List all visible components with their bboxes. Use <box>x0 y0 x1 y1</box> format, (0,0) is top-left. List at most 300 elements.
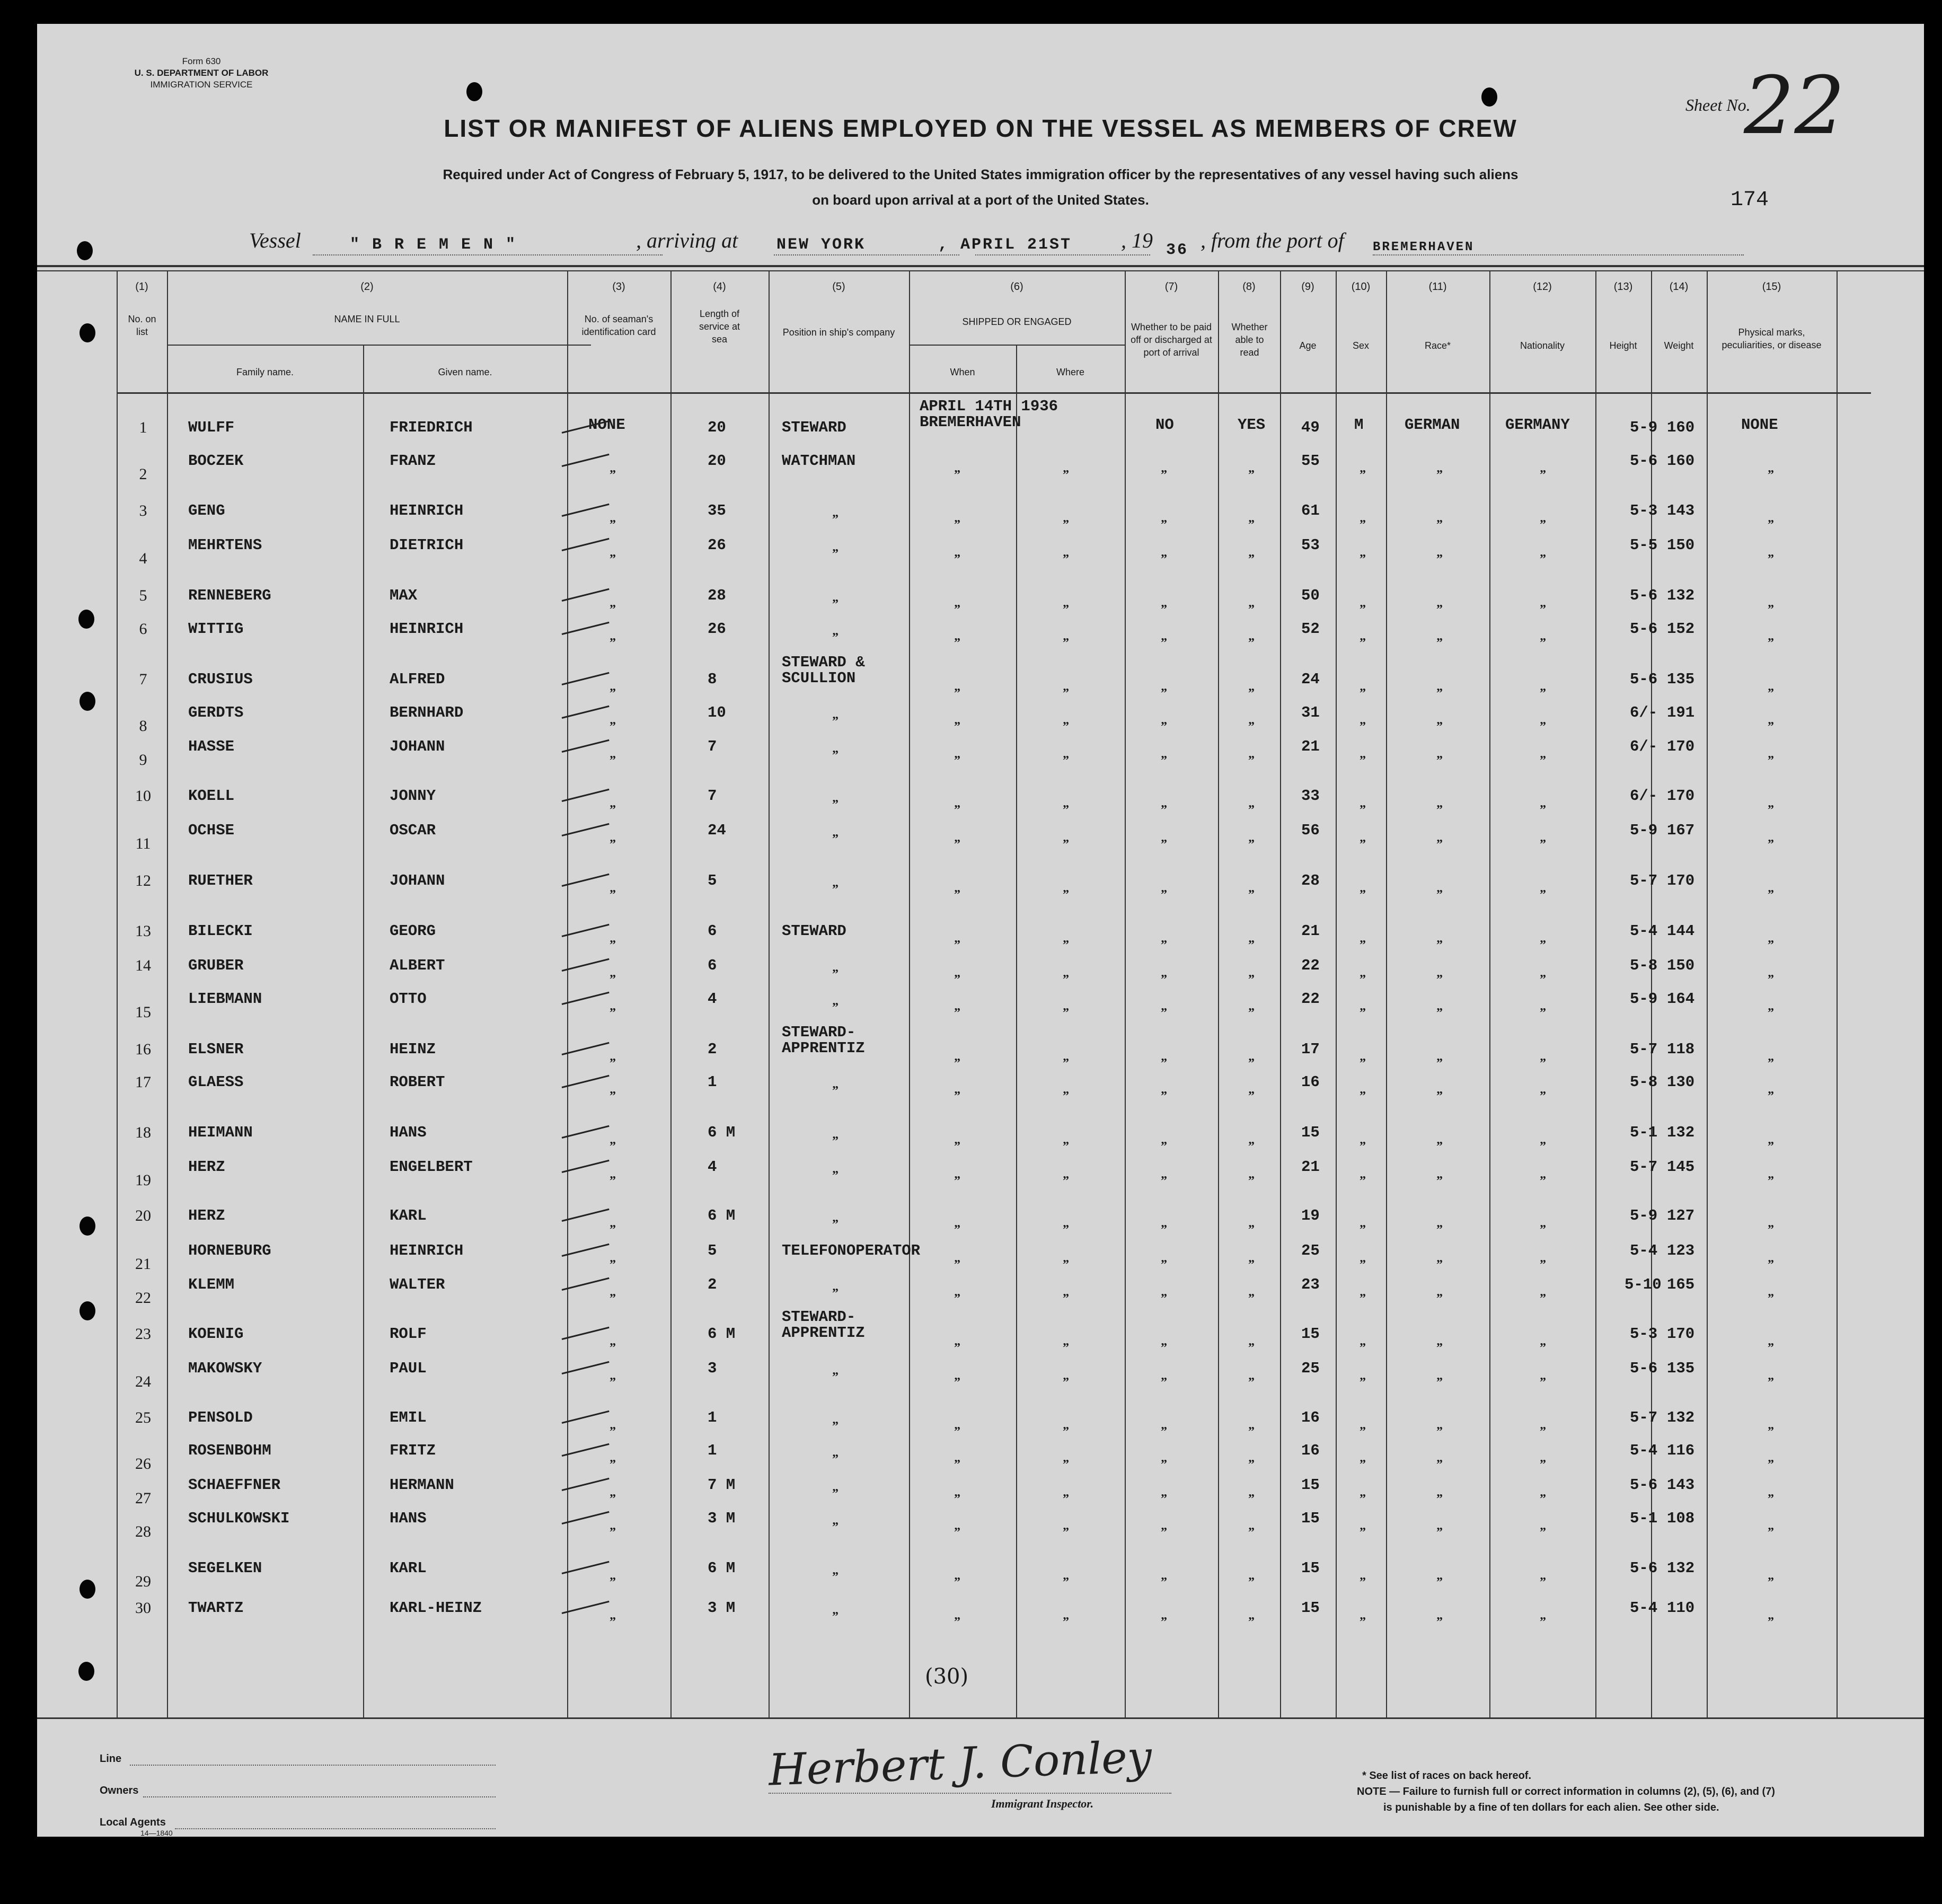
length-of-service: 3 <box>708 1360 717 1377</box>
weight: 132 <box>1667 1409 1695 1426</box>
weight: 118 <box>1667 1041 1695 1058</box>
height: 5-1 <box>1630 1510 1658 1527</box>
nationality-ditto: ” <box>1540 1526 1546 1539</box>
race-ditto: ” <box>1436 1341 1443 1355</box>
race-ditto: ” <box>1436 1258 1443 1272</box>
race-ditto: ” <box>1436 636 1443 650</box>
given-name: HEINRICH <box>390 502 464 519</box>
row-number: 29 <box>135 1573 151 1590</box>
id-check-mark <box>562 992 610 1005</box>
read-ditto: ” <box>1248 1006 1255 1020</box>
from-port: BREMERHAVEN <box>1373 240 1475 254</box>
given-name: OSCAR <box>390 822 436 839</box>
race-ditto: ” <box>1436 1174 1443 1188</box>
nationality-ditto: ” <box>1540 468 1546 482</box>
table-top-rule <box>37 265 1924 267</box>
given-name: EMIL <box>390 1409 427 1426</box>
marks-ditto: ” <box>1768 1089 1774 1103</box>
family-name: HORNEBURG <box>188 1242 271 1259</box>
age: 21 <box>1301 1158 1320 1176</box>
position-ditto: ” <box>832 1370 838 1384</box>
height: 6/- <box>1630 738 1658 755</box>
race-ditto: ” <box>1436 938 1443 952</box>
family-name: GLAESS <box>188 1073 244 1091</box>
age: 28 <box>1301 872 1320 889</box>
position-ditto: ” <box>832 1520 838 1534</box>
race-ditto: ” <box>1436 754 1443 768</box>
given-name: JOHANN <box>390 872 445 889</box>
height: 5-4 <box>1630 1599 1658 1617</box>
row-number: 5 <box>139 587 147 604</box>
race-ditto: ” <box>1436 1223 1443 1237</box>
race-ditto: ” <box>1436 1292 1443 1306</box>
when-ditto: ” <box>954 1140 960 1153</box>
when-ditto: ” <box>954 888 960 902</box>
length-of-service: 1 <box>708 1409 717 1426</box>
read-ditto: ” <box>1248 1292 1255 1306</box>
marks-ditto: ” <box>1768 1458 1774 1471</box>
weight: 170 <box>1667 1325 1695 1343</box>
punch-hole <box>78 1662 94 1681</box>
race-ditto: ” <box>1436 1376 1443 1389</box>
header-race: Race* <box>1424 340 1451 351</box>
sex-ditto: ” <box>1360 686 1366 700</box>
position-ditto: ” <box>832 513 838 526</box>
colnum-4: (4) <box>713 281 726 293</box>
position: STEWARD-APPRENTIZ <box>782 1308 865 1342</box>
length-of-service: 1 <box>708 1073 717 1091</box>
paid-ditto: ” <box>1161 1341 1167 1355</box>
age: 50 <box>1301 587 1320 604</box>
given-name: HEINRICH <box>390 620 464 638</box>
col-rule <box>1280 271 1281 1717</box>
where-ditto: ” <box>1063 1615 1069 1629</box>
weight: 144 <box>1667 922 1695 940</box>
paid-ditto: ” <box>1161 552 1167 566</box>
family-name: GENG <box>188 502 225 519</box>
total-count: (30) <box>925 1664 969 1689</box>
age: 61 <box>1301 502 1320 519</box>
length-of-service: 3 M <box>708 1599 736 1617</box>
colnum-13: (13) <box>1613 281 1633 293</box>
page-subtitle <box>249 162 1712 213</box>
nationality-ditto: ” <box>1540 1006 1546 1020</box>
header-id-card: No. of seaman's identification card <box>581 314 656 337</box>
where-ditto: ” <box>1063 1006 1069 1020</box>
given-name: BERNHARD <box>390 704 464 721</box>
race-ditto: ” <box>1436 1458 1443 1471</box>
when-ditto: ” <box>954 468 960 482</box>
paid-ditto: ” <box>1161 1140 1167 1153</box>
subtitle-line2: on board upon arrival at a port of the United States. <box>812 192 1149 208</box>
length-of-service: 6 <box>708 957 717 974</box>
position: WATCHMAN <box>782 452 856 470</box>
id-check-mark <box>562 504 610 517</box>
given-name: DIETRICH <box>390 536 464 554</box>
length-of-service: 6 M <box>708 1207 736 1224</box>
row-number: 13 <box>135 922 151 940</box>
marks-ditto: ” <box>1768 686 1774 700</box>
read-ditto: ” <box>1248 938 1255 952</box>
where-ditto: ” <box>1063 1492 1069 1506</box>
colnum-15: (15) <box>1762 281 1781 293</box>
height: 5-4 <box>1630 1442 1658 1459</box>
marks-ditto: ” <box>1768 552 1774 566</box>
owners-dotted <box>143 1795 496 1797</box>
id-ditto: ” <box>610 973 616 986</box>
read-ditto: ” <box>1248 552 1255 566</box>
sex-ditto: ” <box>1360 720 1366 734</box>
paid-ditto: ” <box>1161 1526 1167 1539</box>
where-ditto: ” <box>1063 552 1069 566</box>
position-ditto: ” <box>832 748 838 762</box>
where-ditto: ” <box>1063 468 1069 482</box>
nationality-ditto: ” <box>1540 754 1546 768</box>
from-label: , from the port of <box>1200 228 1344 252</box>
length-of-service: 5 <box>708 872 717 889</box>
marks-ditto: ” <box>1768 838 1774 851</box>
family-name: KOENIG <box>188 1325 244 1343</box>
weight: 170 <box>1667 787 1695 805</box>
row-number: 3 <box>139 502 147 519</box>
form-header <box>101 56 302 91</box>
position-ditto: ” <box>832 1610 838 1624</box>
weight: 130 <box>1667 1073 1695 1091</box>
where-ditto: ” <box>1063 1458 1069 1471</box>
family-name: RUETHER <box>188 872 253 889</box>
length-of-service: 24 <box>708 822 726 839</box>
height: 5-6 <box>1630 671 1658 688</box>
given-name: HERMANN <box>390 1476 454 1494</box>
where-ditto: ” <box>1063 1089 1069 1103</box>
sex-ditto: ” <box>1360 1056 1366 1070</box>
paid-ditto: ” <box>1161 938 1167 952</box>
read-ditto: ” <box>1248 888 1255 902</box>
height: 6/- <box>1630 787 1658 805</box>
weight: 123 <box>1667 1242 1695 1259</box>
id-ditto: ” <box>610 1140 616 1153</box>
paid-ditto: ” <box>1161 1006 1167 1020</box>
length-of-service: 28 <box>708 587 726 604</box>
colnum-7: (7) <box>1164 281 1178 293</box>
marks-ditto: ” <box>1768 468 1774 482</box>
nationality-ditto: ” <box>1540 1140 1546 1153</box>
sex-ditto: ” <box>1360 1006 1366 1020</box>
age: 15 <box>1301 1476 1320 1494</box>
year-prefix: , 19 <box>1121 228 1153 252</box>
row-number: 19 <box>135 1171 151 1189</box>
read-ditto: ” <box>1248 1089 1255 1103</box>
id-check-mark <box>562 1601 610 1614</box>
age: 19 <box>1301 1207 1320 1224</box>
marks-ditto: ” <box>1768 754 1774 768</box>
sex-ditto: ” <box>1360 1258 1366 1272</box>
paid-ditto: ” <box>1161 888 1167 902</box>
race-ditto: ” <box>1436 1492 1443 1506</box>
age: 55 <box>1301 452 1320 470</box>
marks-ditto: ” <box>1768 1223 1774 1237</box>
header-weight: Weight <box>1664 340 1694 351</box>
length-of-service: 4 <box>708 990 717 1008</box>
header-height: Height <box>1609 340 1637 351</box>
row-number: 4 <box>139 550 147 567</box>
colnum-2: (2) <box>360 281 374 293</box>
paid-ditto: ” <box>1161 1258 1167 1272</box>
row-number: 24 <box>135 1373 151 1390</box>
weight: 135 <box>1667 671 1695 688</box>
id-ditto: ” <box>610 603 616 616</box>
manifest-sheet <box>37 24 1924 1837</box>
race-ditto: ” <box>1436 1089 1443 1103</box>
nationality-ditto: ” <box>1540 1615 1546 1629</box>
when-ditto: ” <box>954 518 960 532</box>
marks-ditto: ” <box>1768 720 1774 734</box>
where-ditto: ” <box>1063 888 1069 902</box>
family-name: HEIMANN <box>188 1124 253 1141</box>
id-ditto: ” <box>610 518 616 532</box>
read-ditto: ” <box>1248 686 1255 700</box>
id-ditto: ” <box>610 1341 616 1355</box>
id-ditto: ” <box>610 888 616 902</box>
race-ditto: ” <box>1436 468 1443 482</box>
when-ditto: ” <box>954 603 960 616</box>
given-name: FRANZ <box>390 452 436 470</box>
length-of-service: 4 <box>708 1158 717 1176</box>
read-ditto: ” <box>1248 1575 1255 1589</box>
id-check-mark <box>562 823 610 836</box>
age: 22 <box>1301 990 1320 1008</box>
family-name: BILECKI <box>188 922 253 940</box>
when-ditto: ” <box>954 686 960 700</box>
id-check-mark <box>562 958 610 972</box>
id-ditto: ” <box>610 1258 616 1272</box>
read-ditto: ” <box>1248 1174 1255 1188</box>
race-ditto: ” <box>1436 1575 1443 1589</box>
col-rule <box>1707 271 1708 1717</box>
race-ditto: ” <box>1436 973 1443 986</box>
footer-note-races: * See list of races on back hereof. <box>1362 1770 1532 1782</box>
id-check-mark <box>562 789 610 802</box>
when-ditto: ” <box>954 1376 960 1389</box>
row-number: 7 <box>139 671 147 688</box>
colnum-6: (6) <box>1010 281 1023 293</box>
where-ditto: ” <box>1063 1223 1069 1237</box>
row-number: 10 <box>135 787 151 805</box>
age: 53 <box>1301 536 1320 554</box>
length-of-service: 35 <box>708 502 726 519</box>
weight: 160 <box>1667 452 1695 470</box>
weight: 143 <box>1667 1476 1695 1494</box>
length-of-service: 6 M <box>708 1124 736 1141</box>
where-ditto: ” <box>1063 686 1069 700</box>
where-ditto: ” <box>1063 1376 1069 1389</box>
row-1-where: BREMERHAVEN <box>920 413 1021 431</box>
vessel-label: Vessel <box>249 228 301 252</box>
where-ditto: ” <box>1063 636 1069 650</box>
race-ditto: ” <box>1436 552 1443 566</box>
sex-ditto: ” <box>1360 1341 1366 1355</box>
row-number: 23 <box>135 1325 151 1343</box>
position-ditto: ” <box>832 1084 838 1098</box>
where-ditto: ” <box>1063 838 1069 851</box>
family-name: HASSE <box>188 738 235 755</box>
row-number: 14 <box>135 957 151 974</box>
family-name: WULFF <box>188 419 235 436</box>
age: 52 <box>1301 620 1320 638</box>
id-check-mark <box>562 1411 610 1424</box>
colnum-9: (9) <box>1301 281 1314 293</box>
id-check-mark <box>562 1209 610 1222</box>
read-ditto: ” <box>1248 1056 1255 1070</box>
height: 5-6 <box>1630 587 1658 604</box>
marks-ditto: ” <box>1768 888 1774 902</box>
given-name: KARL-HEINZ <box>390 1599 482 1617</box>
paid-ditto: ” <box>1161 1056 1167 1070</box>
when-ditto: ” <box>954 1089 960 1103</box>
paid-ditto: ” <box>1161 754 1167 768</box>
when-ditto: ” <box>954 754 960 768</box>
stamp-number: 174 <box>1731 188 1769 212</box>
id-check-mark <box>562 1561 610 1574</box>
family-name: KOELL <box>188 787 235 805</box>
height: 5-4 <box>1630 1242 1658 1259</box>
sex-ditto: ” <box>1360 838 1366 851</box>
age: 16 <box>1301 1073 1320 1091</box>
col-rule <box>1336 271 1337 1717</box>
length-of-service: 8 <box>708 671 717 688</box>
row-1-sex: M <box>1354 416 1364 434</box>
signature-dotted <box>769 1792 1171 1794</box>
id-check-mark <box>562 588 610 602</box>
sheet-label: Sheet No. <box>1685 95 1751 114</box>
when-ditto: ” <box>954 973 960 986</box>
weight: 110 <box>1667 1599 1695 1617</box>
position-ditto: ” <box>832 1570 838 1584</box>
when-ditto: ” <box>954 720 960 734</box>
row-number: 18 <box>135 1124 151 1141</box>
id-ditto: ” <box>610 1458 616 1471</box>
length-of-service: 3 M <box>708 1510 736 1527</box>
row-number: 21 <box>135 1255 151 1273</box>
height: 5-3 <box>1630 502 1658 519</box>
position-ditto: ” <box>832 1420 838 1433</box>
colnum-11: (11) <box>1428 281 1447 293</box>
marks-ditto: ” <box>1768 803 1774 817</box>
read-ditto: ” <box>1248 1526 1255 1539</box>
sex-ditto: ” <box>1360 1615 1366 1629</box>
marks-ditto: ” <box>1768 1056 1774 1070</box>
paid-ditto: ” <box>1161 1089 1167 1103</box>
nationality-ditto: ” <box>1540 1341 1546 1355</box>
marks-ditto: ” <box>1768 1425 1774 1439</box>
weight: 191 <box>1667 704 1695 721</box>
height: 6/- <box>1630 704 1658 721</box>
where-ditto: ” <box>1063 518 1069 532</box>
col-rule <box>1016 345 1017 1717</box>
where-ditto: ” <box>1063 603 1069 616</box>
when-ditto: ” <box>954 938 960 952</box>
race-ditto: ” <box>1436 1615 1443 1629</box>
id-check-mark <box>562 739 610 753</box>
row-number: 27 <box>135 1489 151 1507</box>
col-rule <box>363 345 364 1717</box>
position-ditto: ” <box>832 1452 838 1466</box>
weight: 116 <box>1667 1442 1695 1459</box>
subtitle-line1: Required under Act of Congress of February 5, 1917, to be delivered to the United States immigration officer by the representatives of any vessel having such aliens <box>443 166 1519 182</box>
family-name: BOCZEK <box>188 452 244 470</box>
length-of-service: 2 <box>708 1276 717 1293</box>
col-rule <box>567 271 568 1717</box>
row-number: 25 <box>135 1409 151 1426</box>
nationality-ditto: ” <box>1540 1223 1546 1237</box>
read-ditto: ” <box>1248 973 1255 986</box>
row-1-when: APRIL 14TH 1936 <box>920 398 1058 415</box>
length-of-service: 26 <box>708 620 726 638</box>
height: 5-8 <box>1630 1073 1658 1091</box>
when-ditto: ” <box>954 1174 960 1188</box>
sex-ditto: ” <box>1360 888 1366 902</box>
position-ditto: ” <box>832 631 838 645</box>
row-number: 17 <box>135 1073 151 1091</box>
height: 5-6 <box>1630 452 1658 470</box>
weight: 170 <box>1667 872 1695 889</box>
family-name: HERZ <box>188 1158 225 1176</box>
row-1-paid: NO <box>1155 416 1174 434</box>
id-ditto: ” <box>610 636 616 650</box>
position-ditto: ” <box>832 547 838 561</box>
where-ditto: ” <box>1063 973 1069 986</box>
id-ditto: ” <box>610 1292 616 1306</box>
sex-ditto: ” <box>1360 518 1366 532</box>
height: 5-3 <box>1630 1325 1658 1343</box>
family-name: WITTIG <box>188 620 244 638</box>
family-name: MEHRTENS <box>188 536 262 554</box>
family-name: ELSNER <box>188 1041 244 1058</box>
id-ditto: ” <box>610 720 616 734</box>
punch-hole <box>80 1301 95 1320</box>
position-ditto: ” <box>832 1001 838 1015</box>
punch-hole <box>80 692 95 711</box>
marks-ditto: ” <box>1768 1258 1774 1272</box>
row-1-race: GERMAN <box>1405 416 1460 434</box>
header-age: Age <box>1299 340 1317 351</box>
row-number: 15 <box>135 1003 151 1021</box>
family-name: HERZ <box>188 1207 225 1224</box>
marks-ditto: ” <box>1768 518 1774 532</box>
when-ditto: ” <box>954 1258 960 1272</box>
nationality-ditto: ” <box>1540 973 1546 986</box>
given-name: HANS <box>390 1510 427 1527</box>
family-name: KLEMM <box>188 1276 235 1293</box>
header-sex: Sex <box>1352 340 1370 351</box>
length-of-service: 6 <box>708 922 717 940</box>
given-name: HEINZ <box>390 1041 436 1058</box>
colnum-12: (12) <box>1533 281 1552 293</box>
paid-ditto: ” <box>1161 1615 1167 1629</box>
family-name: GERDTS <box>188 704 244 721</box>
family-name: SCHAEFFNER <box>188 1476 281 1494</box>
header-name-in-full: NAME IN FULL <box>334 314 400 324</box>
height: 5-1 <box>1630 1124 1658 1141</box>
sex-ditto: ” <box>1360 1492 1366 1506</box>
row-number: 6 <box>139 620 147 638</box>
id-ditto: ” <box>610 468 616 482</box>
height: 5-7 <box>1630 1158 1658 1176</box>
marks-ditto: ” <box>1768 973 1774 986</box>
row-number: 28 <box>135 1523 151 1540</box>
header-shipped-or-engaged: SHIPPED OR ENGAGED <box>962 316 1072 327</box>
when-ditto: ” <box>954 1006 960 1020</box>
